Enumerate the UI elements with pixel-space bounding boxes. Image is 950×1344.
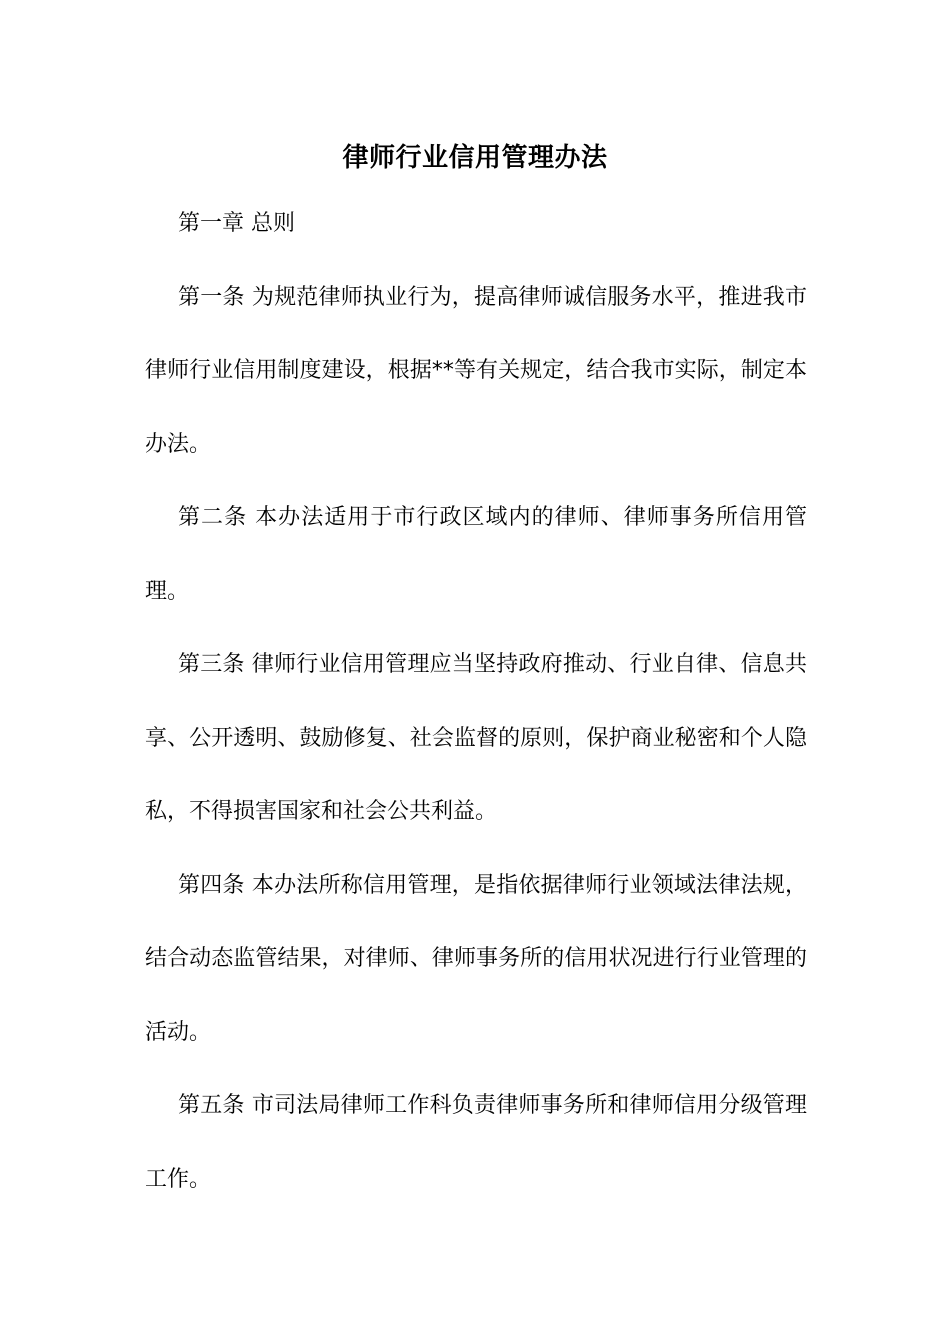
article-5: 第五条 市司法局律师工作科负责律师事务所和律师信用分级管理工作。	[145, 1093, 807, 1192]
article-3: 第三条 律师行业信用管理应当坚持政府推动、行业自律、信息共享、公开透明、鼓励修复、社会监督的原则，保护商业秘密和个人隐私，不得损害国家和社会公共利益。	[145, 652, 807, 824]
article-4: 第四条 本办法所称信用管理，是指依据律师行业领域法律法规，结合动态监管结果，对律师、律师事务所的信用状况进行行业管理的活动。	[145, 872, 807, 1045]
chapter-heading: 第一章 总则	[178, 211, 295, 236]
document-title: 律师行业信用管理办法	[342, 143, 608, 173]
article-1: 第一条 为规范律师执业行为，提高律师诚信服务水平，推进我市律师行业信用制度建设，根据**等有关规定，结合我市实际，制定本办法。	[145, 284, 807, 457]
article-2: 第二条 本办法适用于市行政区域内的律师、律师事务所信用管理。	[145, 505, 807, 604]
document-body	[145, 187, 807, 1216]
